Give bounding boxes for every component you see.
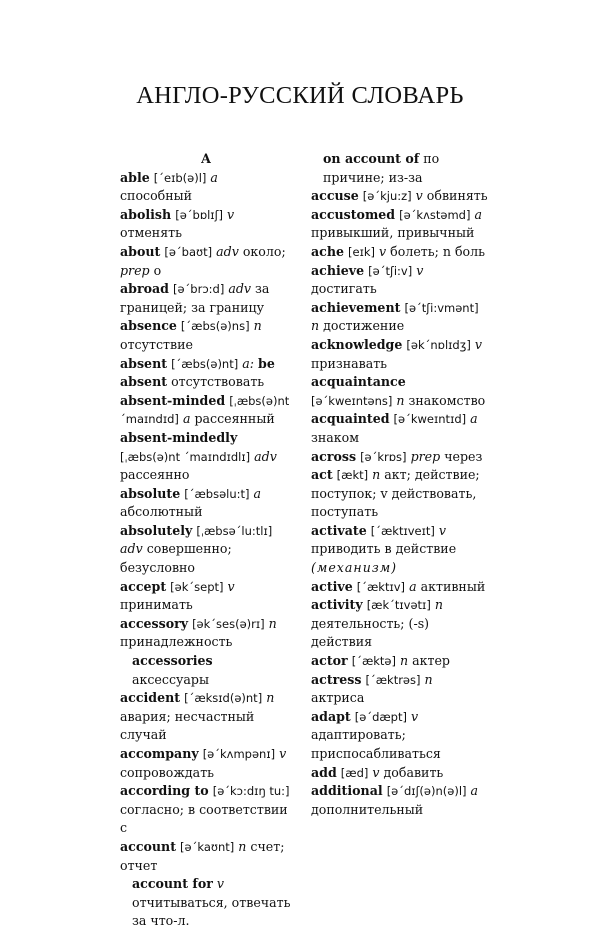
dictionary-entry — [311, 336, 489, 373]
part-of-speech: v — [227, 578, 235, 594]
transcription: [əˊkrɒs] — [360, 449, 407, 464]
dictionary-entry — [120, 745, 292, 782]
transcription: [əkˊnɒlɪdʒ] — [406, 337, 471, 352]
transcription: [ækt] — [336, 468, 369, 483]
part-of-speech: adv — [216, 243, 239, 259]
dictionary-entry — [120, 262, 292, 281]
headword: acquainted — [311, 411, 390, 427]
headword: absolutely — [120, 522, 193, 538]
headword: abroad — [120, 281, 169, 297]
transcription: [ækˊtɪvətɪ] — [366, 598, 431, 613]
translation: совершенно; безусловно — [120, 541, 232, 576]
dictionary-entry — [311, 764, 489, 783]
translation: около; — [242, 243, 286, 259]
headword: additional — [311, 783, 383, 799]
translation: болеть; n боль — [390, 243, 485, 259]
transcription: [əˊkweɪntəns] — [311, 393, 393, 408]
transcription: [əˊkʌstəmd] — [399, 207, 471, 222]
headword: able — [120, 169, 150, 185]
part-of-speech: n — [266, 690, 275, 706]
dictionary-entry — [120, 243, 292, 262]
dictionary-entry — [120, 522, 292, 578]
part-of-speech: a — [253, 485, 262, 501]
translation: актер — [412, 653, 450, 669]
part-of-speech: v — [416, 262, 424, 278]
translation: за границей; за границу — [120, 281, 270, 315]
headword: across — [311, 448, 357, 464]
transcription: [əˊdɪʃ(ə)n(ə)l] — [386, 784, 467, 799]
dictionary-entry — [311, 782, 489, 819]
part-of-speech: n — [372, 467, 381, 483]
translation: деятельность; (-s) действия — [311, 615, 430, 650]
part-of-speech: n — [268, 615, 277, 631]
translation: принадлежность — [120, 634, 233, 650]
headword: absence — [120, 318, 177, 334]
part-of-speech: a — [409, 578, 417, 594]
dictionary-entry — [311, 262, 489, 299]
part-of-speech: v — [438, 522, 447, 538]
translation: актриса — [311, 690, 365, 706]
dictionary-entry — [311, 671, 489, 708]
section-letter: А — [200, 151, 212, 166]
dictionary-entry — [120, 206, 292, 243]
part-of-speech: prep — [120, 262, 150, 278]
part-of-speech: n — [396, 392, 405, 408]
dictionary-entry — [120, 782, 292, 838]
headword: accustomed — [311, 206, 396, 222]
dictionary-entry — [311, 652, 489, 671]
dictionary-entry — [120, 317, 292, 354]
headword: account — [120, 838, 177, 854]
part-of-speech: a — [470, 783, 479, 799]
dictionary-entry — [311, 243, 489, 262]
transcription: [əˊtʃi:vmənt] — [404, 300, 479, 315]
transcription: [æd] — [340, 765, 369, 780]
translation: отсутствие — [120, 336, 193, 352]
translation: приводить в действие — [311, 541, 457, 557]
translation: принимать — [120, 597, 193, 613]
translation: привыкший, привычный — [311, 225, 475, 241]
dictionary-entry — [311, 466, 489, 522]
dictionary-entry — [120, 689, 292, 745]
part-of-speech: adv — [228, 281, 252, 297]
dictionary-entry — [120, 838, 292, 875]
transcription: [ˊæbs(ə)nt] — [171, 356, 239, 371]
dictionary-entry — [311, 299, 489, 336]
part-of-speech: n — [434, 597, 443, 613]
transcription: [əˊkweɪntɪd] — [393, 412, 467, 427]
headword: active — [311, 578, 353, 594]
translation: авария; несчастный случай — [120, 708, 255, 743]
usage-note: (механизм) — [311, 560, 398, 576]
dictionary-entry — [120, 485, 292, 522]
transcription: [əkˊsept] — [170, 579, 224, 594]
dictionary-entry — [311, 708, 489, 764]
part-of-speech: v — [410, 708, 419, 724]
transcription: [əˊbɒlɪʃ] — [175, 207, 223, 222]
translation: через — [444, 448, 483, 464]
headword: actor — [311, 653, 348, 669]
transcription: [ˊæktɪveɪt] — [370, 523, 435, 538]
part-of-speech: v — [379, 243, 387, 259]
part-of-speech: v — [474, 336, 482, 352]
transcription: [ˊæktə] — [351, 654, 396, 669]
part-of-speech: n — [424, 671, 433, 687]
transcription: [əˊkɔ:dɪŋ tu:] — [212, 784, 290, 799]
page-title: АНГЛО-РУССКИЙ СЛОВАРЬ — [136, 82, 464, 109]
dictionary-entry — [120, 280, 292, 317]
translation: счет; отчет — [120, 838, 285, 873]
translation: рассеянный — [194, 411, 275, 427]
transcription: [ˊeɪb(ə)l] — [153, 170, 207, 185]
dictionary-entry — [311, 206, 489, 243]
headword: absent-minded — [120, 392, 226, 408]
dictionary-entry — [311, 187, 489, 206]
transcription: [ˊæksɪd(ə)nt] — [184, 691, 263, 706]
part-of-speech: v — [372, 764, 380, 780]
transcription: [əˊkaʊnt] — [180, 839, 235, 854]
headword: on account of — [323, 151, 420, 166]
dictionary-entry — [120, 429, 292, 485]
part-of-speech: adv — [254, 448, 277, 464]
part-of-speech: n — [253, 318, 262, 334]
headword: accident — [120, 690, 181, 706]
headword: absolute — [120, 485, 181, 501]
translation: отменять — [120, 225, 182, 241]
translation: обвинять — [426, 188, 488, 204]
dictionary-entry — [311, 596, 489, 652]
part-of-speech: a — [470, 411, 478, 427]
transcription: [əˊdæpt] — [354, 709, 407, 724]
part-of-speech: a: — [242, 355, 254, 371]
headword: account for — [132, 876, 213, 892]
dictionary-entry — [120, 652, 292, 689]
translation: признавать — [311, 355, 388, 371]
headword: achievement — [311, 299, 401, 315]
part-of-speech: n — [311, 318, 320, 334]
dictionary-entry — [311, 522, 489, 578]
translation: отчитываться, отвечать за что-л. — [132, 894, 291, 929]
translation: по причине; из-за — [323, 151, 440, 185]
headword: accompany — [120, 746, 199, 761]
part-of-speech: v — [216, 876, 225, 892]
transcription: [əˊkʌmpənɪ] — [202, 747, 276, 761]
headword: accept — [120, 578, 167, 594]
translation: знакомство — [408, 392, 486, 408]
dictionary-entry — [120, 169, 292, 206]
transcription: [eɪk] — [348, 244, 375, 259]
translation: адаптировать; приспосабливаться — [311, 727, 441, 761]
transcription: [əˊbrɔ:d] — [172, 282, 225, 297]
part-of-speech: v — [226, 206, 235, 222]
headword: ache — [311, 243, 344, 259]
part-of-speech: a — [474, 206, 482, 222]
translation: акт; действие; поступок; v действовать, поступать — [311, 467, 480, 520]
headword: acquaintance — [311, 374, 406, 390]
headword: actress — [311, 671, 362, 687]
headword: according to — [120, 783, 209, 799]
translation: сопровождать — [120, 764, 215, 780]
headword: absent — [120, 355, 168, 371]
headword: about — [120, 243, 161, 259]
transcription: [ˊæktɪv] — [356, 579, 406, 594]
part-of-speech: a — [210, 169, 218, 185]
left-column — [120, 150, 292, 931]
headword: absent-mindedly — [120, 429, 238, 445]
transcription: [ˌæbs(ə)nt ˊmaɪndɪdlɪ] — [120, 449, 251, 464]
transcription: [ˌæbs(ə)nt ˊmaɪndɪd] — [120, 393, 290, 427]
part-of-speech: v — [415, 188, 423, 204]
translation: о — [153, 262, 162, 278]
translation: достигать — [311, 281, 377, 297]
headword: accessory — [120, 615, 189, 631]
headword: accessories — [132, 653, 213, 669]
dictionary-entry — [120, 355, 292, 392]
headword: achieve — [311, 262, 365, 278]
translation: рассеянно — [120, 467, 190, 483]
translation: абсолютный — [120, 504, 203, 520]
transcription: [əˊtʃi:v] — [368, 263, 413, 278]
headword: activity — [311, 597, 363, 613]
translation: способный — [120, 188, 193, 204]
transcription: [ˊæktrəs] — [365, 672, 421, 687]
translation: добавить — [383, 764, 444, 780]
transcription: [əˊkju:z] — [362, 189, 412, 204]
dictionary-entry — [120, 392, 292, 429]
dictionary-entry — [120, 615, 292, 652]
transcription: [əkˊses(ə)rɪ] — [192, 616, 265, 631]
dictionary-entry — [120, 578, 292, 615]
dictionary-entry — [311, 150, 489, 187]
headword: accuse — [311, 188, 359, 204]
part-of-speech: n — [238, 838, 247, 854]
headword: acknowledge — [311, 336, 403, 352]
translation: аксессуары — [132, 671, 209, 687]
transcription: [ˌæbsəˊlu:tlɪ] — [196, 523, 273, 538]
transcription: [ˊæbsəlu:t] — [184, 486, 250, 501]
translation: знаком — [311, 429, 360, 445]
translation: отсутствовать — [171, 374, 265, 390]
dictionary-entry — [311, 410, 489, 447]
headword: activate — [311, 522, 367, 538]
translation: согласно; в соответствии с — [120, 801, 288, 836]
headword: act — [311, 467, 333, 483]
dictionary-entry — [311, 448, 489, 467]
translation: активный — [420, 578, 486, 594]
dictionary-entry — [311, 373, 489, 410]
dictionary-entry — [311, 578, 489, 597]
phrase-headword: be absent — [120, 355, 275, 390]
right-column — [311, 150, 489, 819]
part-of-speech: v — [279, 746, 287, 761]
headword: adapt — [311, 708, 351, 724]
dictionary-entry — [120, 875, 292, 931]
transcription: [ˊæbs(ə)ns] — [180, 319, 250, 334]
part-of-speech: prep — [410, 448, 441, 464]
transcription: [əˊbaʊt] — [164, 244, 213, 259]
headword: add — [311, 764, 337, 780]
part-of-speech: adv — [120, 541, 143, 557]
headword: abolish — [120, 206, 172, 222]
translation: дополнительный — [311, 801, 424, 817]
part-of-speech: a — [182, 411, 191, 427]
translation: достижение — [323, 318, 405, 334]
part-of-speech: n — [399, 653, 409, 669]
